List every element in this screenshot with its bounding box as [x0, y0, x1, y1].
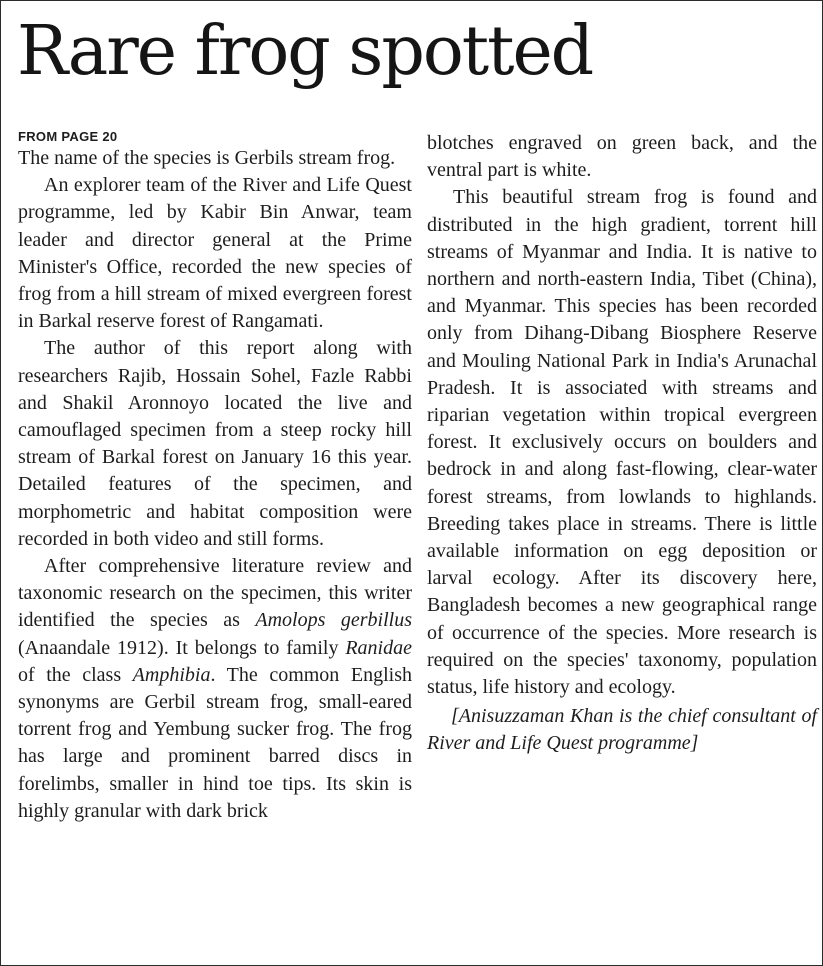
author-byline: [Anisuzzaman Khan is the chief consultant of River and Life Quest programme]: [427, 705, 817, 755]
paragraph-2: An explorer team of the River and Life Quest programme, led by Kabir Bin Anwar, team leader and director general at the Prime Minister's Office, recorded the new species of frog from a hill stream of mixed evergreen forest in Barkal reserve forest of Rangamati.: [18, 174, 412, 333]
class-name: Amphibia: [132, 663, 211, 686]
paragraph-4-continued: blotches engraved on green back, and the ventral part is white.: [427, 132, 817, 182]
paragraph-4: [18, 553, 412, 825]
column-right: [427, 130, 817, 758]
paragraph-4-text-4: . The common English synonyms are Gerbil stream frog, small-eared torrent frog and Yembung sucker frog. The frog has large and prominent barred discs in forelimbs, smaller in hind toe tips. Its skin is highly granular with dark brick: [18, 663, 412, 822]
paragraph-5: This beautiful stream frog is found and distributed in the high gradient, torrent hill streams of Myanmar and India. It is native to northern and north-eastern India, Tibet (China), and Myanmar. This species has been recorded only from Dihang-Dibang Biosphere Reserve and Mouling National Park in India's Arunachal Pradesh. It is associated with streams and riparian vegetation within tropical evergreen forest. It exclusively occurs on boulders and bedrock in and along fast-flowing, clear-water forest streams, from lowlands to highlands. Breeding takes place in streams. There is little available information on egg deposition or larval ecology. After its discovery here, Bangladesh becomes a new geographical range of occurrence of the species. More research is required on the species' taxonomy, population status, life history and ecology.: [427, 186, 817, 699]
column-left: [18, 130, 412, 825]
paragraph-4-text-3: of the class: [18, 663, 133, 686]
paragraph-4-text-2: (Anaandale 1912). It belongs to family: [18, 636, 346, 659]
paragraph-4-text-1: After comprehensive literature review and taxonomic research on the specimen, this writer identified the species as: [18, 555, 412, 632]
paragraph-1: The name of the species is Gerbils stream frog.: [18, 147, 396, 169]
species-name: Amolops gerbillus: [255, 609, 412, 632]
jump-line: FROM PAGE 20: [18, 129, 118, 144]
family-name: Ranidae: [345, 636, 412, 659]
paragraph-3: The author of this report along with researchers Rajib, Hossain Sohel, Fazle Rabbi and Shakil Aronnoyo located the live and camouflaged specimen from a steep rocky hill stream of Barkal forest on January 16 this year. Detailed features of the specimen, and morphometric and habitat composition were recorded in both video and still forms.: [18, 337, 412, 550]
headline: Rare frog spotted: [17, 12, 593, 91]
